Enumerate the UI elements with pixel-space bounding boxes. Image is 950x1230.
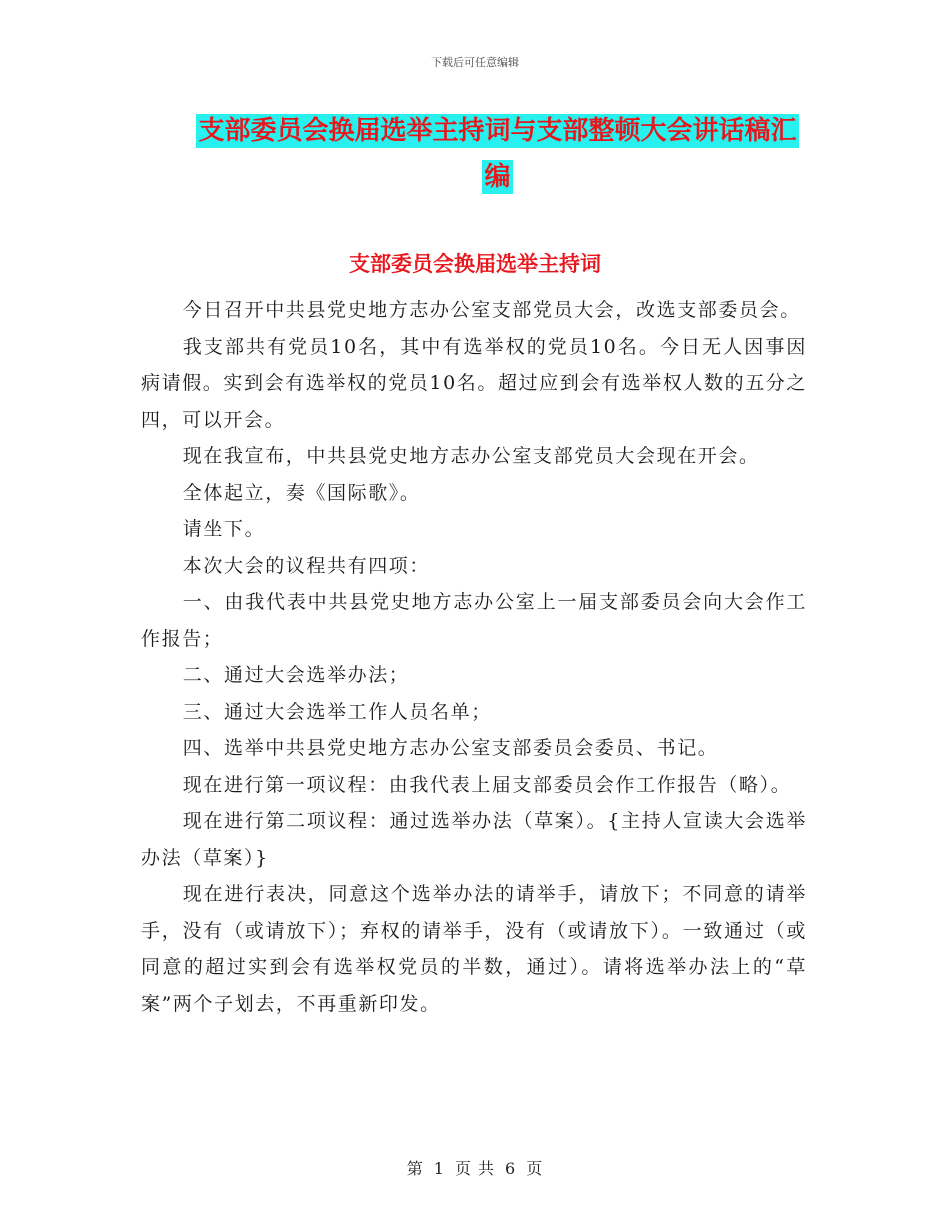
title-line-2: 编 (484, 162, 511, 192)
paragraph: 今日召开中共县党史地方志办公室支部党员大会，改选支部委员会。 (182, 299, 801, 321)
page-total: 6 (505, 1159, 517, 1178)
paragraph: 四、选举中共县党史地方志办公室支部委员会委员、书记。 (182, 737, 719, 759)
paragraph: 现在进行第二项议程：通过选举办法（草案）。{主持人宣读大会选举办法（草案）} (141, 810, 807, 869)
document-body (141, 292, 807, 1022)
footer-middle: 页 共 (454, 1159, 496, 1178)
footer-prefix: 第 (406, 1159, 424, 1178)
document-title (190, 108, 805, 200)
paragraph: 二、通过大会选举办法； (182, 664, 410, 686)
header-note: 下载后可任意编辑 (431, 56, 519, 69)
page-number: 1 (433, 1159, 445, 1178)
paragraph: 现在进行表决，同意这个选举办法的请举手，请放下；不同意的请举手，没有（或请放下）；弃权的请举手，没有（或请放下）。一致通过（或同意的超过实到会有选举权党员的半数，通过）。请将选举办法上的“草案”两个子划去，不再重新印发。 (141, 883, 807, 1015)
page-footer (0, 1156, 950, 1179)
paragraph: 全体起立，奏《国际歌》。 (182, 481, 421, 504)
paragraph: 现在进行第一项议程：由我代表上届支部委员会作工作报告（略）。 (182, 773, 792, 796)
paragraph: 我支部共有党员10名，其中有选举权的党员10名。今日无人因事因病请假。实到会有选举权的党员10名。超过应到会有选举权人数的五分之四，可以开会。 (141, 335, 807, 431)
paragraph: 现在我宣布，中共县党史地方志办公室支部党员大会现在开会。 (182, 445, 760, 467)
paragraph: 本次大会的议程共有四项： (182, 554, 430, 577)
paragraph: 三、通过大会选举工作人员名单； (182, 700, 492, 723)
paragraph: 请坐下。 (182, 518, 266, 540)
section-title: 支部委员会换届选举主持词 (349, 252, 601, 276)
footer-suffix: 页 (526, 1159, 544, 1178)
paragraph: 一、由我代表中共县党史地方志办公室上一届支部委员会向大会作工作报告； (141, 591, 807, 650)
title-line-1: 支部委员会换届选举主持词与支部整顿大会讲话稿汇 (198, 116, 797, 146)
